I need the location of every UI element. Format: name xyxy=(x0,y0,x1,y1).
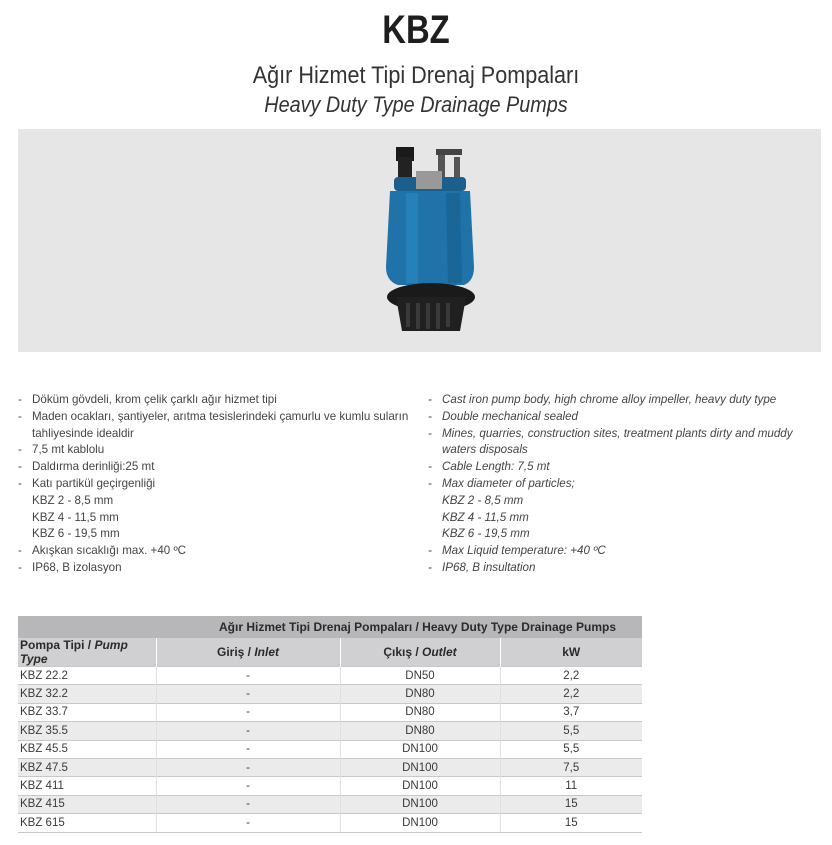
cell-inlet: - xyxy=(156,814,340,832)
feature-subitem: KBZ 6 - 19,5 mm xyxy=(442,527,530,541)
cell-outlet: DN100 xyxy=(340,758,500,776)
feature-item: - Max diameter of particles; xyxy=(428,476,575,490)
table-caption-row xyxy=(18,616,642,638)
feature-item: - Mines, quarries, construction sites, treatment plants dirty and muddy waters disposals xyxy=(428,426,793,457)
header-pump-type: Pompa Tipi / Pump Type xyxy=(18,638,156,667)
cell-outlet: DN100 xyxy=(340,795,500,813)
feature-item: - Döküm gövdeli, krom çelik çarklı ağır hizmet tipi xyxy=(18,393,277,406)
pump-image xyxy=(376,147,486,337)
feature-item: - IP68, B izolasyon xyxy=(18,560,122,574)
feature-subitem: KBZ 6 - 19,5 mm xyxy=(32,527,120,541)
table-row xyxy=(18,795,642,813)
table-row xyxy=(18,722,642,740)
cell-type: KBZ 45.5 xyxy=(18,740,156,758)
feature-subitem: KBZ 2 - 8,5 mm xyxy=(442,493,524,507)
table-row xyxy=(18,667,642,685)
cell-outlet: DN50 xyxy=(340,667,500,685)
subtitle-turkish: Ağır Hizmet Tipi Drenaj Pompaları xyxy=(252,62,580,89)
header-inlet: Giriş / Inlet xyxy=(156,638,340,667)
cell-kw: 11 xyxy=(500,777,642,795)
table-caption: Ağır Hizmet Tipi Drenaj Pompaları / Heavy Duty Type Drainage Pumps xyxy=(18,616,642,638)
cell-outlet: DN80 xyxy=(340,722,500,740)
cell-type: KBZ 35.5 xyxy=(18,722,156,740)
features-list-english xyxy=(428,392,828,577)
cell-type: KBZ 22.2 xyxy=(18,667,156,685)
table-row xyxy=(18,703,642,721)
table-row xyxy=(18,685,642,703)
page-title: KBZ xyxy=(382,8,450,52)
feature-item: - Cast iron pump body, high chrome alloy impeller, heavy duty type xyxy=(428,393,777,406)
feature-item: - 7,5 mt kablolu xyxy=(18,443,105,457)
pump-spec-table xyxy=(18,616,642,833)
feature-item: - IP68, B insultation xyxy=(428,560,536,574)
cell-outlet: DN80 xyxy=(340,703,500,721)
cell-inlet: - xyxy=(156,722,340,740)
feature-item: - Double mechanical sealed xyxy=(428,409,578,423)
features-list-turkish xyxy=(18,392,410,577)
cell-kw: 15 xyxy=(500,795,642,813)
feature-item: - Daldırma derinliği:25 mt xyxy=(18,460,155,474)
feature-item: - Akışkan sıcaklığı max. +40 ºC xyxy=(18,544,187,558)
cell-outlet: DN100 xyxy=(340,777,500,795)
table-row xyxy=(18,740,642,758)
product-image-panel xyxy=(18,129,821,352)
cell-outlet: DN100 xyxy=(340,814,500,832)
cell-inlet: - xyxy=(156,740,340,758)
cell-type: KBZ 615 xyxy=(18,814,156,832)
cell-kw: 5,5 xyxy=(500,722,642,740)
cell-inlet: - xyxy=(156,667,340,685)
feature-subitem: KBZ 4 - 11,5 mm xyxy=(32,510,119,524)
table-row xyxy=(18,758,642,776)
header-kw: kW xyxy=(500,638,642,667)
cell-kw: 7,5 xyxy=(500,758,642,776)
cell-type: KBZ 33.7 xyxy=(18,703,156,721)
cell-type: KBZ 415 xyxy=(18,795,156,813)
table-row xyxy=(18,814,642,832)
header-outlet: Çıkış / Outlet xyxy=(340,638,500,667)
feature-item: - Cable Length: 7,5 mt xyxy=(428,460,550,474)
cell-inlet: - xyxy=(156,703,340,721)
cell-type: KBZ 47.5 xyxy=(18,758,156,776)
feature-item: - Maden ocakları, şantiyeler, arıtma tesislerindeki çamurlu ve kumlu suların tahliyesinde idealdir xyxy=(18,409,409,440)
cell-outlet: DN80 xyxy=(340,685,500,703)
table-row xyxy=(18,777,642,795)
feature-subitem: KBZ 4 - 11,5 mm xyxy=(442,510,529,524)
feature-item: - Katı partikül geçirgenliği xyxy=(18,476,156,490)
cell-kw: 3,7 xyxy=(500,703,642,721)
feature-subitem: KBZ 2 - 8,5 mm xyxy=(32,493,114,507)
cell-inlet: - xyxy=(156,685,340,703)
cell-kw: 5,5 xyxy=(500,740,642,758)
table-header-row xyxy=(18,638,642,667)
cell-type: KBZ 411 xyxy=(18,777,156,795)
cell-inlet: - xyxy=(156,777,340,795)
cell-inlet: - xyxy=(156,758,340,776)
cell-outlet: DN100 xyxy=(340,740,500,758)
cell-type: KBZ 32.2 xyxy=(18,685,156,703)
cell-inlet: - xyxy=(156,795,340,813)
cell-kw: 15 xyxy=(500,814,642,832)
subtitle-english: Heavy Duty Type Drainage Pumps xyxy=(264,92,568,117)
cell-kw: 2,2 xyxy=(500,685,642,703)
cell-kw: 2,2 xyxy=(500,667,642,685)
feature-item: - Max Liquid temperature: +40 ºC xyxy=(428,544,606,558)
